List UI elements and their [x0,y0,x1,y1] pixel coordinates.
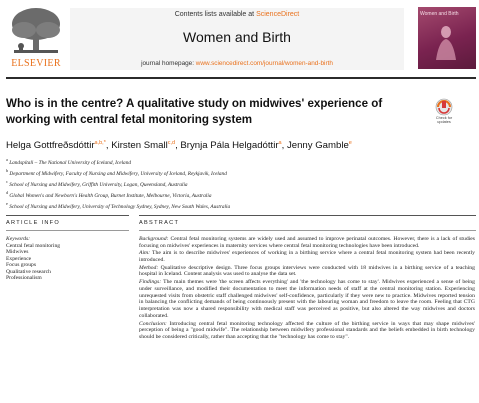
contents-prefix: Contents lists available at [174,11,257,18]
abstract-section-text: Qualitative descriptive design. Three focus groups interviews were conducted with 18 midwives in a birthing service of a teaching hospital in Iceland. Content analysis was used to analyse the data set. [139,264,475,278]
keyword: Experience [6,255,32,262]
abstract-section-label: Method: [139,264,159,271]
abstract-heading: ABSTRACT [139,220,180,226]
contents-available-line [70,11,404,18]
author-marks[interactable]: a,b,* [94,140,106,146]
abstract-findings [139,279,475,320]
check-for-updates-label[interactable] [421,116,467,124]
abstract-section-label: Findings: [139,278,162,285]
abstract-section-text: Central fetal monitoring systems are widely used and assumed to improve perinatal outcomes. However, there is a lack of studies focusing on midwives' experiences in maternity services where central fetal monitoring technologies have been introduced. [139,236,475,249]
homepage-prefix: journal homepage: [141,60,196,67]
keyword: Qualitative research [6,268,51,275]
article-info-heading: ARTICLE INFO [6,220,61,226]
affiliation [6,156,466,167]
affiliation [6,178,466,189]
author-list: Helga Gottfreðsdóttir$^{a,b,*}$, Kirsten Small$^{c,d}$, Brynja Pála Helgadóttir$^a$, Jenny Gamble$^e$ [6,140,352,152]
check-line1: Check for [435,116,453,120]
abstract-aim [139,250,475,264]
publisher-name[interactable]: ELSEVIER [11,58,61,69]
affiliation-text: Landspítali – The National University of Iceland, Iceland [9,159,132,166]
affiliation-list [6,156,466,211]
abstract-subrule [139,230,476,231]
article-info-rule [6,215,129,216]
affiliation-mark: c [6,178,8,184]
affiliation [6,167,466,178]
author-name[interactable]: Helga Gottfreðsdóttir [6,140,95,152]
affiliation-mark: d [6,189,9,195]
affiliation-mark: e [6,200,8,206]
abstract-section-label: Conclusion: [139,320,167,327]
author-name[interactable]: Kirsten Small [111,140,168,152]
keyword: Central fetal monitoring [6,243,61,249]
affiliation-text: School of Nursing and Midwifery, University of Technology Sydney, Sydney, New South Wales, Australia [9,203,231,210]
author-marks[interactable]: a [278,140,282,146]
keywords-list [6,243,128,281]
abstract-section-text: Introducing central fetal monitoring technology affected the culture of the birthing service in ways that may shape midwives' perception of being a "good midwife". The relationship between midwifery professional standards and the beliefs embedded in birth technology should be considered critically, rather than accepting that the "technology has come to stay". [139,320,475,341]
abstract-background [139,236,475,250]
abstract-section-label: Aim: [139,250,151,257]
abstract-section-label: Background: [139,236,169,242]
affiliation [6,189,466,200]
article-title: Who is in the centre? A qualitative study on midwives' experience of working with central fetal monitoring system [6,97,383,126]
affiliation-mark: b [6,167,9,173]
cover-figure-icon [432,24,460,60]
affiliation-text: Global Women's and Newborn's Health Group, Burnet Institute, Melbourne, Victoria, Australia [9,192,212,199]
author-name[interactable]: Jenny Gamble [286,140,349,152]
journal-title[interactable]: Women and Birth [183,29,291,45]
abstract-section-text: The main themes were 'the screen affects everything' and 'the technology has come to stay'. Midwives experienced a sense of being under surveillance, and modified their documentation to meet the information needs of staff at the central monitoring station. Experiencing unrequested visits from obstetric staff challenged midwives' self-confidence, particularly if they were new to practice. Midwives reported tension in balancing the conflicting demands of being continuously present with the labouring woman and freedom to leave the room. Feeling that CTG interpretation was now a shared responsibility with medical staff was perceived as positive, but also altered the way midwives and doctors collaborated. [139,278,475,320]
abstract-conclusion [139,321,475,342]
author-marks[interactable]: c,d [167,140,176,146]
keywords-label: Keywords: [6,236,31,242]
journal-homepage [70,60,404,67]
check-line2: updates [437,120,451,125]
article-info-subrule [6,230,129,231]
author-marks[interactable]: e [348,140,352,146]
abstract-section-text: The aim is to describe midwives' experiences of working in a birthing service where a central fetal monitoring system had been recently introduced. [139,250,475,264]
homepage-link[interactable]: www.sciencedirect.com/journal/women-and-birth [195,60,333,67]
keyword: Professionalism [6,275,42,282]
author-name[interactable]: Brynja Pála Helgadóttir [180,140,279,152]
keyword: Focus groups [6,262,36,269]
affiliation-mark: a [6,157,8,162]
affiliation-text: School of Nursing and Midwifery, Griffith University, Logan, Queensland, Australia [9,181,188,188]
header-rule [6,77,476,79]
sciencedirect-link[interactable]: ScienceDirect [256,11,300,18]
cover-title: Women and Birth [420,11,459,17]
affiliation-text: Department of Midwifery, Faculty of Nursing and Midwifery, University of Iceland, Reykjavik, Iceland [9,170,227,177]
affiliation [6,200,466,211]
abstract-body [139,236,475,342]
abstract-method [139,265,475,279]
keyword: Midwives [6,249,29,256]
abstract-rule [139,215,476,216]
